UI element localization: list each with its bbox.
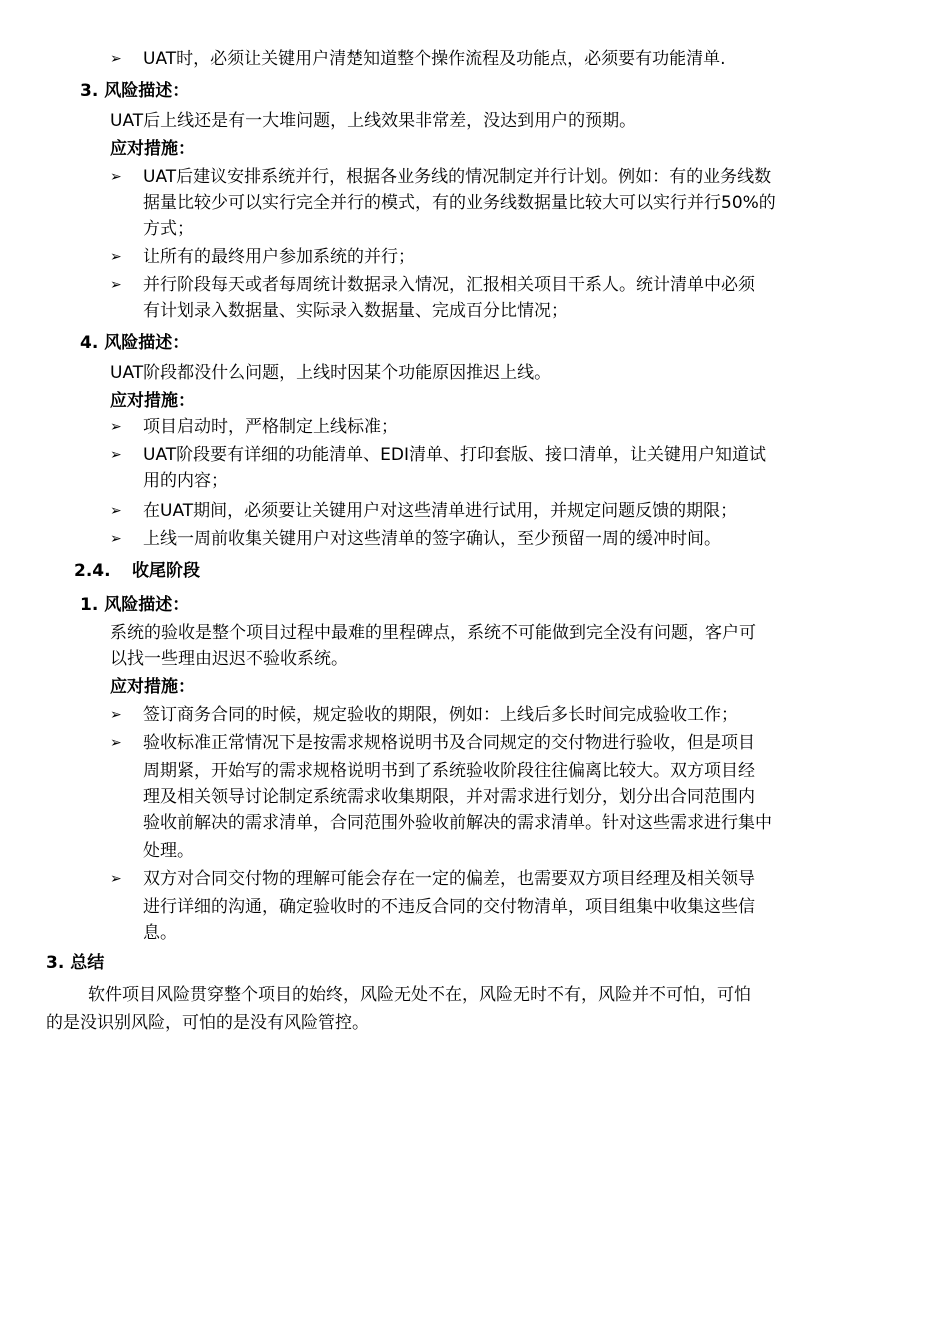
section-heading: 3. 总结 [46, 953, 105, 973]
bullet-text: 项目启动时，严格制定上线标准； [143, 417, 398, 437]
risk-description: 以找一些理由迟迟不验收系统。 [110, 649, 348, 669]
bullet-text: UAT后建议安排系统并行，根据各业务线的情况制定并行计划。例如：有的业务线数 [143, 167, 772, 187]
bullet-arrow-icon: ➢ [110, 735, 122, 751]
bullet-text: 双方对合同交付物的理解可能会存在一定的偏差，也需要双方项目经理及相关领导 [143, 869, 755, 889]
bullet-arrow-icon: ➢ [110, 249, 122, 265]
summary-paragraph: 软件项目风险贯穿整个项目的始终，风险无处不在，风险无时不有，风险并不可怕，可怕 [88, 985, 751, 1005]
bullet-text: 在UAT期间，必须要让关键用户对这些清单进行试用，并规定问题反馈的期限； [143, 501, 738, 521]
bullet-text: 让所有的最终用户参加系统的并行； [143, 247, 415, 267]
bullet-text: UAT阶段要有详细的功能清单、EDI清单、打印套版、接口清单，让关键用户知道试 [143, 445, 766, 465]
bullet-text: 上线一周前收集关键用户对这些清单的签字确认，至少预留一周的缓冲时间。 [143, 529, 721, 549]
bullet-text: 并行阶段每天或者每周统计数据录入情况，汇报相关项目干系人。统计清单中必须 [143, 275, 755, 295]
bullet-arrow-icon: ➢ [110, 707, 122, 723]
bullet-text: UAT时，必须让关键用户清楚知道整个操作流程及功能点，必须要有功能清单. [143, 49, 726, 69]
risk-description: UAT后上线还是有一大堆问题，上线效果非常差，没达到用户的预期。 [110, 111, 637, 131]
bullet-arrow-icon: ➢ [110, 277, 122, 293]
bullet-arrow-icon: ➢ [110, 169, 122, 185]
risk-heading: 4. 风险描述： [80, 333, 190, 353]
bullet-text: 息。 [143, 923, 177, 943]
bullet-text: 方式； [143, 219, 194, 239]
bullet-arrow-icon: ➢ [110, 447, 122, 463]
summary-paragraph: 的是没识别风险，可怕的是没有风险管控。 [46, 1013, 369, 1033]
bullet-arrow-icon: ➢ [110, 51, 122, 67]
bullet-arrow-icon: ➢ [110, 419, 122, 435]
bullet-text: 有计划录入数据量、实际录入数据量、完成百分比情况； [143, 301, 568, 321]
measures-heading: 应对措施： [110, 139, 195, 159]
bullet-text: 据量比较少可以实行完全并行的模式，有的业务线数据量比较大可以实行并行50%的 [143, 193, 776, 213]
bullet-text: 周期紧，开始写的需求规格说明书到了系统验收阶段往往偏离比较大。双方项目经 [143, 761, 755, 781]
measures-heading: 应对措施： [110, 391, 195, 411]
risk-heading: 1. 风险描述： [80, 595, 190, 615]
bullet-text: 处理。 [143, 841, 194, 861]
risk-description: 系统的验收是整个项目过程中最难的里程碑点，系统不可能做到完全没有问题，客户可 [110, 623, 756, 643]
bullet-arrow-icon: ➢ [110, 531, 122, 547]
measures-heading: 应对措施： [110, 677, 195, 697]
bullet-text: 用的内容； [143, 471, 228, 491]
risk-description: UAT阶段都没什么问题，上线时因某个功能原因推迟上线。 [110, 363, 552, 383]
bullet-text: 签订商务合同的时候，规定验收的期限，例如：上线后多长时间完成验收工作； [143, 705, 738, 725]
section-title: 收尾阶段 [132, 561, 200, 581]
bullet-text: 理及相关领导讨论制定系统需求收集期限，并对需求进行划分，划分出合同范围内 [143, 787, 755, 807]
risk-heading: 3. 风险描述： [80, 81, 190, 101]
bullet-arrow-icon: ➢ [110, 503, 122, 519]
bullet-text: 进行详细的沟通，确定验收时的不违反合同的交付物清单，项目组集中收集这些信 [143, 897, 755, 917]
bullet-text: 验收标准正常情况下是按需求规格说明书及合同规定的交付物进行验收，但是项目 [143, 733, 755, 753]
bullet-arrow-icon: ➢ [110, 871, 122, 887]
section-number: 2.4. [74, 561, 111, 581]
bullet-text: 验收前解决的需求清单，合同范围外验收前解决的需求清单。针对这些需求进行集中 [143, 813, 772, 833]
